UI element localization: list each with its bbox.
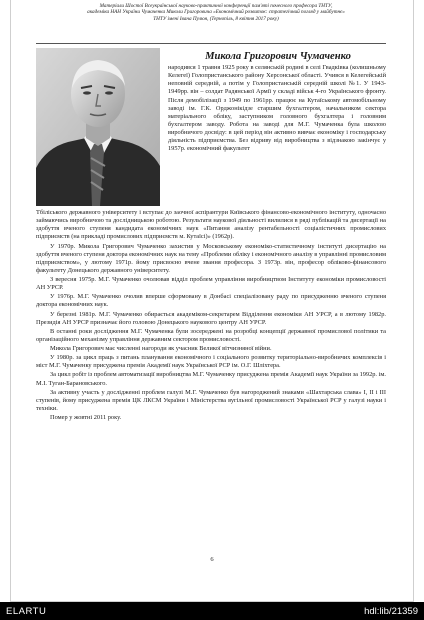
body-paragraph: У березні 1981р. М.Г. Чумаченко обирається академіком-секретарем Відділення економіки АН УРСР, а в лютому 1982р. Президія АН УРСР призначає його головою Донецького наукового центру АН УРСР. — [36, 310, 386, 326]
biography-body — [36, 209, 386, 422]
repository-name: ELARTU — [6, 606, 47, 617]
body-paragraph: За активну участь у дослідженні проблем галузі М.Г. Чумаченко був нагороджений знаками «Шахтарська слава» І, ІІ і ІІІ ступенів, йому присуджена премія ЦК ЛКСМ України і Міністерства вугільної промисловості Української РСР у галузі науки і техніки. — [36, 388, 386, 412]
page-number: 6 — [210, 556, 214, 563]
body-paragraph: З вересня 1975р. М.Г. Чумаченко очолював відділ проблем управління виробництвом Інституту економіки промисловості АН УРСР. — [36, 276, 386, 292]
header-line-1: Матеріали Шостої Всеукраїнської науково-практичної конференції пам'яті почесного професора ТНТУ, — [99, 3, 333, 9]
person-name-title: Микола Григорович Чумаченко — [205, 51, 351, 62]
body-paragraph: У 1980р. за цикл праць з питань планування економічного і соціального розвитку територіально-виробничих комплексів і міст М.Г. Чумаченку присуджена премія Академії наук Української РСР ім. О.Г. Шліхтера. — [36, 354, 386, 370]
body-paragraph: У 1976р. М.Г. Чумаченко очолив вперше сформовану в Донбасі спеціалізовану раду по присудженню вченого ступеня доктора економічних наук. — [36, 293, 386, 309]
conference-header — [60, 3, 372, 22]
body-paragraph: Микола Григорович має численні нагороди як учасник Великої вітчизняної війни. — [50, 345, 272, 352]
portrait-photo — [36, 48, 160, 206]
body-paragraph: За цикл робіт із проблем автоматизації виробництва М.Г. Чумаченку присуджена премія Академії наук України за 1992р. ім. М.І. Туган-Барановського. — [36, 371, 386, 387]
body-paragraph: Помер у жовтні 2011 року. — [50, 414, 122, 421]
intro-paragraph-column — [168, 64, 386, 153]
body-paragraph: У 1970р. Микола Григорович Чумаченко захистив у Московському економіко-статистичному інституті дисертацію на здобуття вченого ступеня доктора економічних наук на тему «Проблеми обліку і економічного аналізу в управлінні промисловим підприємством», у лютому 1971р. йому присвоєно вчене звання професора. З 1973р. він, професор обліково-фінансового факультету Донецького державного університету. — [36, 242, 386, 274]
header-line-3: ТНТУ імені Івана Пулюя, (Тернопіль, 8 квітня 2017 року) — [153, 15, 279, 22]
body-paragraph: В останні роки дослідження М.Г. Чумаченка були зосереджені на розробці концепції державної промислової політики та організаційного механізму управління державним сектором промисловості. — [36, 327, 386, 343]
repository-footer-bar — [0, 602, 424, 620]
body-paragraph: Тбіліського державного університету і вступає до заочної аспірантури Київського фінансово-економічного інституту, одночасно займаючись виробничою та дослідницькою роботою. Результати наукової діяльності вилилися в ряді публікацій та дисертації на здобуття вченого ступеня кандидата економічних наук «Питання аналізу рентабельності соціалістичних промислових підприємств (на прикладі промислових підприємств м. Кутаїсі)» (1962р). — [36, 209, 386, 241]
header-divider — [36, 43, 386, 44]
header-line-2: академіка НАН України Чумаченка Миколи Григоровича «Економічний розвиток: стратегічний погляд у майбутнє» — [87, 9, 345, 16]
handle-identifier: hdl:lib/21359 — [364, 606, 418, 617]
intro-paragraph: народився 1 травня 1925 року в селянській родині в селі Гвадківка (колишньому Келегеї) Голопристанського району Херсонської області. Учився в Келегейській неповній середній, а потім у Голопристанській середній школі №1. У 1943-1949рр. він – солдат Радянської Армії у складі військ 4-го Українського фронту. Після демобілізації з 1949 по 1961рр. працює на Кутаїському автомобільному заводі ім. Г.К. Орджонікідзе старшим бухгалтером, начальником сектора матеріального обліку, заступником головного бухгалтера і головним бухгалтером заводу. Робота на заводі для М.Г. Чумаченка була школою виробничого досвіду: в цей період він активно вивчає економіку і господарську діяльність підприємства. Без відриву від виробництва з відзнакою закінчує у 1957р. економічний факультет — [168, 64, 386, 153]
